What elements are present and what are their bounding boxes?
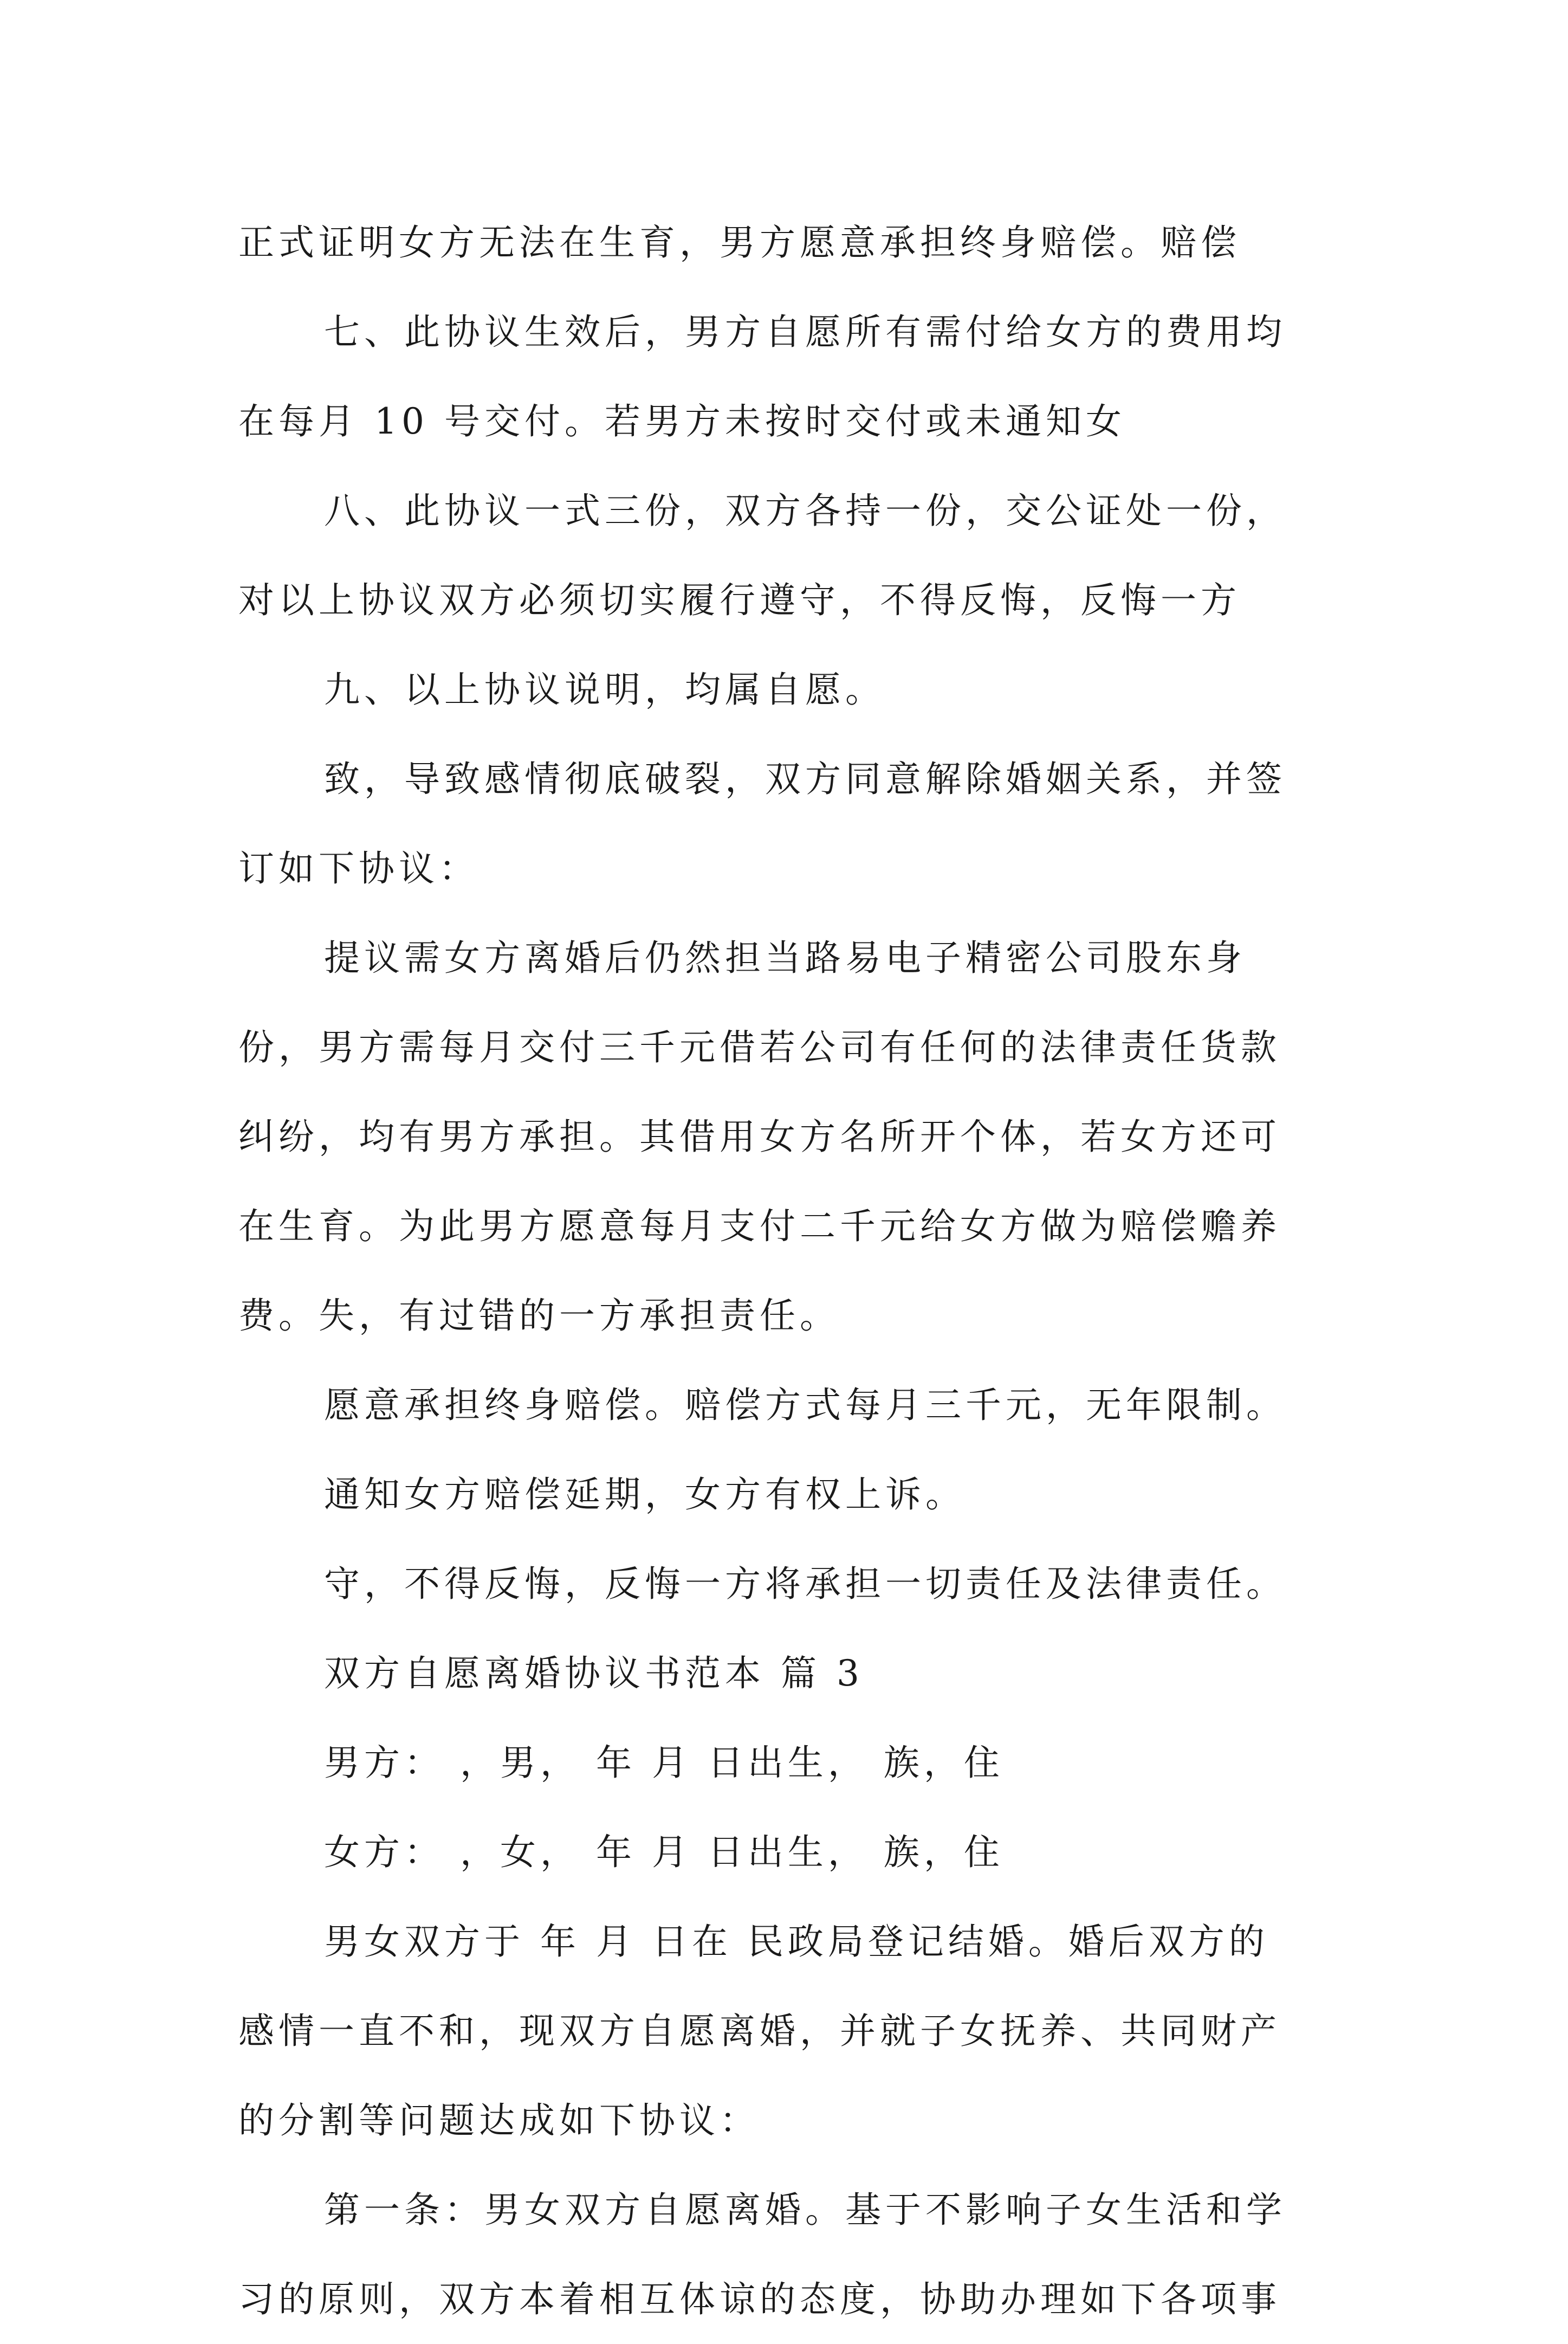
text-line: 对以上协议双方必须切实履行遵守，不得反悔，反悔一方	[238, 579, 1241, 621]
text-line: 订如下协议：	[238, 848, 479, 889]
text-line: 的分割等问题达成如下协议：	[238, 2100, 760, 2141]
text-line: 守，不得反悔，反悔一方将承担一切责任及法律责任。	[324, 1563, 1286, 1605]
text-line: 纠纷，均有男方承担。其借用女方名所开个体，若女方还可	[238, 1116, 1281, 1158]
text-line: 愿意承担终身赔偿。赔偿方式每月三千元，无年限制。	[324, 1384, 1286, 1426]
text-line: 八、此协议一式三份，双方各持一份，交公证处一份，	[324, 490, 1286, 532]
text-line: 在生育。为此男方愿意每月支付二千元给女方做为赔偿赡养	[238, 1205, 1281, 1247]
text-line: 男女双方于 年 月 日在 民政局登记结婚。婚后双方的	[324, 1921, 1269, 1962]
text-line: 九、以上协议说明，均属自愿。	[324, 669, 885, 711]
text-line: 份，男方需每月交付三千元借若公司有任何的法律责任货款	[238, 1026, 1281, 1068]
section-heading: 双方自愿离婚协议书范本 篇 3	[324, 1652, 864, 1694]
text-line: 习的原则，双方本着相互体谅的态度，协助办理如下各项事	[238, 2278, 1281, 2320]
text-line: 男方： ，男， 年 月 日出生， 族，住	[324, 1742, 1004, 1784]
text-line: 正式证明女方无法在生育，男方愿意承担终身赔偿。赔偿	[238, 222, 1241, 263]
text-line: 费。失，有过错的一方承担责任。	[238, 1295, 840, 1336]
text-line: 七、此协议生效后，男方自愿所有需付给女方的费用均	[324, 311, 1286, 353]
text-line: 通知女方赔偿延期，女方有权上诉。	[324, 1474, 966, 1515]
text-line: 致，导致感情彻底破裂，双方同意解除婚姻关系，并签	[324, 758, 1286, 800]
document-body	[238, 198, 1355, 2344]
text-line: 在每月 10 号交付。若男方未按时交付或未通知女	[238, 401, 1126, 442]
text-line: 第一条：男女双方自愿离婚。基于不影响子女生活和学	[324, 2189, 1286, 2231]
text-line: 提议需女方离婚后仍然担当路易电子精密公司股东身	[324, 937, 1246, 979]
text-line: 女方： ，女， 年 月 日出生， 族，住	[324, 1831, 1004, 1873]
text-line: 感情一直不和，现双方自愿离婚，并就子女抚养、共同财产	[238, 2010, 1281, 2052]
